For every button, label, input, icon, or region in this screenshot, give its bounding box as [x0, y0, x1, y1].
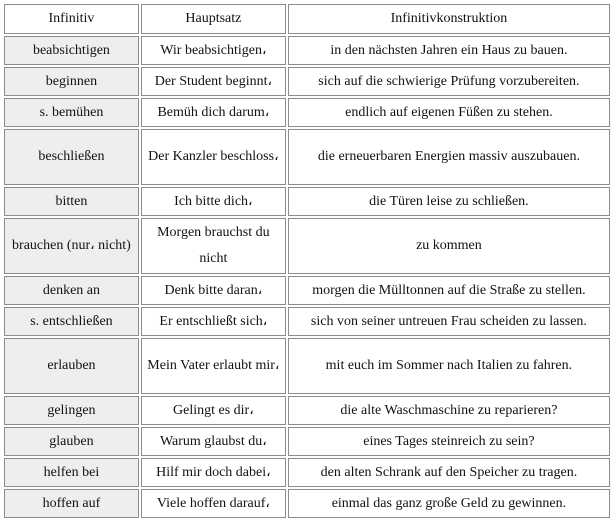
cell-hauptsatz: Warum glaubst du،: [141, 427, 286, 456]
cell-infinitiv: helfen bei: [4, 458, 139, 487]
cell-hauptsatz: Morgen brauchst du nicht: [141, 218, 286, 274]
cell-hauptsatz: Gelingt es dir،: [141, 396, 286, 425]
header-infinitiv: Infinitiv: [4, 4, 139, 34]
cell-hauptsatz: Er entschließt sich،: [141, 307, 286, 336]
cell-hauptsatz: Hilf mir doch dabei،: [141, 458, 286, 487]
cell-infinitivkonstruktion: eines Tages steinreich zu sein?: [288, 427, 610, 456]
cell-hauptsatz: Mein Vater erlaubt mir،: [141, 338, 286, 394]
cell-hauptsatz: Der Kanzler beschloss،: [141, 129, 286, 185]
cell-infinitivkonstruktion: morgen die Mülltonnen auf die Straße zu stellen.: [288, 276, 610, 305]
cell-infinitivkonstruktion: die Türen leise zu schließen.: [288, 187, 610, 216]
table-row: [4, 129, 610, 185]
cell-infinitiv: beabsichtigen: [4, 36, 139, 65]
cell-infinitivkonstruktion: die erneuerbaren Energien massiv auszubauen.: [288, 129, 610, 185]
table-row: [4, 218, 610, 274]
table-row: [4, 67, 610, 96]
cell-infinitiv: hoffen auf: [4, 489, 139, 518]
cell-infinitiv: s. bemühen: [4, 98, 139, 127]
header-hauptsatz: Hauptsatz: [141, 4, 286, 34]
cell-infinitivkonstruktion: zu kommen: [288, 218, 610, 274]
cell-infinitivkonstruktion: den alten Schrank auf den Speicher zu tragen.: [288, 458, 610, 487]
verb-table: [2, 2, 612, 520]
table-row: [4, 427, 610, 456]
table-row: [4, 36, 610, 65]
cell-infinitivkonstruktion: die alte Waschmaschine zu reparieren?: [288, 396, 610, 425]
cell-infinitivkonstruktion: sich von seiner untreuen Frau scheiden zu lassen.: [288, 307, 610, 336]
cell-hauptsatz: Denk bitte daran،: [141, 276, 286, 305]
table-row: [4, 307, 610, 336]
cell-hauptsatz: Ich bitte dich،: [141, 187, 286, 216]
cell-hauptsatz: Bemüh dich darum،: [141, 98, 286, 127]
cell-hauptsatz: Viele hoffen darauf،: [141, 489, 286, 518]
cell-infinitiv: glauben: [4, 427, 139, 456]
cell-infinitiv: erlauben: [4, 338, 139, 394]
table-row: [4, 187, 610, 216]
table-row: [4, 276, 610, 305]
table-row: [4, 338, 610, 394]
table-row: [4, 98, 610, 127]
cell-infinitivkonstruktion: einmal das ganz große Geld zu gewinnen.: [288, 489, 610, 518]
cell-infinitivkonstruktion: sich auf die schwierige Prüfung vorzubereiten.: [288, 67, 610, 96]
cell-infinitivkonstruktion: endlich auf eigenen Füßen zu stehen.: [288, 98, 610, 127]
cell-infinitiv: bitten: [4, 187, 139, 216]
table-row: [4, 396, 610, 425]
cell-infinitiv: denken an: [4, 276, 139, 305]
cell-infinitivkonstruktion: mit euch im Sommer nach Italien zu fahren.: [288, 338, 610, 394]
cell-hauptsatz: Wir beabsichtigen،: [141, 36, 286, 65]
table-row: [4, 489, 610, 518]
cell-infinitiv: gelingen: [4, 396, 139, 425]
cell-infinitiv: beginnen: [4, 67, 139, 96]
table-row: [4, 458, 610, 487]
header-row: [4, 4, 610, 34]
header-infinitivkonstruktion: Infinitivkonstruktion: [288, 4, 610, 34]
cell-hauptsatz: Der Student beginnt،: [141, 67, 286, 96]
cell-infinitiv: s. entschließen: [4, 307, 139, 336]
cell-infinitiv: beschließen: [4, 129, 139, 185]
cell-infinitiv: brauchen (nur، nicht): [4, 218, 139, 274]
cell-infinitivkonstruktion: in den nächsten Jahren ein Haus zu bauen.: [288, 36, 610, 65]
